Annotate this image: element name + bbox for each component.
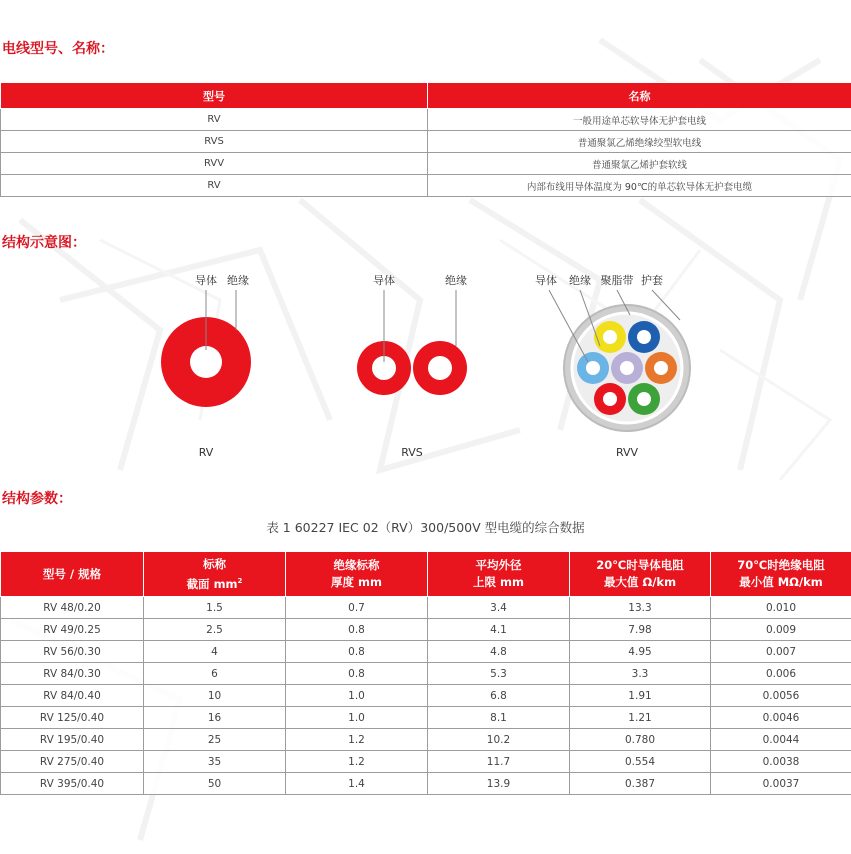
rvv-cable-diagram	[535, 273, 690, 459]
models-table	[0, 82, 851, 197]
cell-conductor-resistance: 7.98	[570, 619, 711, 641]
cell-model: RVS	[1, 131, 428, 153]
header-line2: 厚度 mm	[331, 575, 382, 589]
cell-model-spec: RV 84/0.40	[1, 685, 144, 707]
table-row	[1, 751, 851, 773]
cell-outer-diameter: 5.3	[428, 663, 570, 685]
cell-name: 普通聚氯乙烯绝缘绞型软电线	[428, 131, 851, 153]
rvv-label-tape: 聚脂带	[600, 274, 634, 287]
cell-outer-diameter: 3.4	[428, 597, 570, 619]
section-title-params: 结构参数：	[2, 491, 72, 507]
cell-insulation-resistance: 0.010	[711, 597, 851, 619]
rvv-core-conductor	[586, 361, 600, 375]
cell-outer-diameter: 10.2	[428, 729, 570, 751]
cell-model-spec: RV 195/0.40	[1, 729, 144, 751]
cell-model: RVV	[1, 153, 428, 175]
cell-insulation-thickness: 0.7	[286, 597, 428, 619]
cell-conductor-resistance: 13.3	[570, 597, 711, 619]
cell-cross-section: 10	[144, 685, 286, 707]
header-line1: 型号 / 规格	[42, 566, 102, 581]
cell-conductor-resistance: 1.91	[570, 685, 711, 707]
cell-insulation-resistance: 0.0037	[711, 773, 851, 795]
cell-model: RV	[1, 109, 428, 131]
rvv-core-conductor	[637, 330, 651, 344]
cell-insulation-resistance: 0.0056	[711, 685, 851, 707]
rvv-core-conductor	[620, 361, 634, 375]
cell-model-spec: RV 56/0.30	[1, 641, 144, 663]
table-row	[1, 131, 851, 153]
rvs-label-insulation: 绝缘	[445, 274, 467, 287]
cell-outer-diameter: 13.9	[428, 773, 570, 795]
cell-outer-diameter: 11.7	[428, 751, 570, 773]
rvv-core-conductor	[637, 392, 651, 406]
header-model-spec	[1, 552, 144, 597]
cell-cross-section: 50	[144, 773, 286, 795]
cell-name: 普通聚氯乙烯护套软线	[428, 153, 851, 175]
header-insulation-thickness	[286, 552, 428, 597]
header-cross-section	[144, 552, 286, 597]
table-row	[1, 619, 851, 641]
cell-model-spec: RV 84/0.30	[1, 663, 144, 685]
rv-conductor	[190, 346, 222, 378]
cell-cross-section: 25	[144, 729, 286, 751]
structure-diagram	[0, 262, 851, 467]
cell-conductor-resistance: 4.95	[570, 641, 711, 663]
cell-model-spec: RV 49/0.25	[1, 619, 144, 641]
rvs-cable-diagram	[357, 273, 467, 459]
rvv-core-conductor	[654, 361, 668, 375]
table-row	[1, 729, 851, 751]
table-header-row	[1, 83, 851, 109]
cell-cross-section: 35	[144, 751, 286, 773]
rvv-caption: RVV	[615, 446, 639, 459]
table-row	[1, 707, 851, 729]
cell-insulation-thickness: 1.4	[286, 773, 428, 795]
table-row	[1, 773, 851, 795]
cell-model: RV	[1, 175, 428, 197]
cell-name: 一般用途单芯软导体无护套电线	[428, 109, 851, 131]
cell-insulation-resistance: 0.0046	[711, 707, 851, 729]
cell-cross-section: 4	[144, 641, 286, 663]
cell-insulation-resistance: 0.007	[711, 641, 851, 663]
header-line1: 20℃时导体电阻	[596, 558, 684, 572]
cell-insulation-thickness: 1.0	[286, 685, 428, 707]
params-table	[0, 551, 851, 795]
cell-outer-diameter: 8.1	[428, 707, 570, 729]
table-row	[1, 663, 851, 685]
cell-model-spec: RV 395/0.40	[1, 773, 144, 795]
cell-conductor-resistance: 3.3	[570, 663, 711, 685]
table-row	[1, 175, 851, 197]
header-line1: 绝缘标称	[333, 558, 380, 572]
cell-conductor-resistance: 1.21	[570, 707, 711, 729]
table-row	[1, 685, 851, 707]
cell-insulation-resistance: 0.006	[711, 663, 851, 685]
table-row	[1, 153, 851, 175]
header-model: 型号	[1, 83, 428, 109]
cell-cross-section: 6	[144, 663, 286, 685]
table-row	[1, 641, 851, 663]
rvv-core-conductor	[603, 330, 617, 344]
header-conductor-resistance	[570, 552, 711, 597]
cell-cross-section: 16	[144, 707, 286, 729]
rvs-caption: RVS	[401, 446, 423, 459]
cell-insulation-thickness: 0.8	[286, 619, 428, 641]
rv-label-insulation: 绝缘	[227, 274, 249, 287]
rvv-label-conductor: 导体	[535, 274, 557, 287]
rv-cable-diagram	[161, 273, 251, 459]
rvv-label-insulation: 绝缘	[569, 274, 591, 287]
cell-insulation-resistance: 0.009	[711, 619, 851, 641]
header-line2: 最大值 Ω/km	[603, 575, 677, 589]
rvs-label-conductor: 导体	[373, 274, 395, 287]
cell-name: 内部布线用导体温度为 90℃的单芯软导体无护套电缆	[428, 175, 851, 197]
cell-cross-section: 1.5	[144, 597, 286, 619]
header-name: 名称	[428, 83, 851, 109]
cell-outer-diameter: 4.8	[428, 641, 570, 663]
header-insulation-resistance	[711, 552, 851, 597]
table-row	[1, 109, 851, 131]
cell-insulation-resistance: 0.0038	[711, 751, 851, 773]
cell-insulation-resistance: 0.0044	[711, 729, 851, 751]
cell-insulation-thickness: 0.8	[286, 641, 428, 663]
cell-outer-diameter: 6.8	[428, 685, 570, 707]
rv-caption: RV	[198, 446, 214, 459]
table-caption: 表 1 60227 IEC 02（RV）300/500V 型电缆的综合数据	[266, 520, 585, 535]
header-line2: 上限 mm	[473, 575, 524, 589]
cell-insulation-thickness: 1.2	[286, 751, 428, 773]
table-header-row	[1, 552, 851, 597]
cell-conductor-resistance: 0.387	[570, 773, 711, 795]
header-line2: 最小值 MΩ/km	[739, 575, 823, 589]
table-row	[1, 597, 851, 619]
cell-insulation-thickness: 1.0	[286, 707, 428, 729]
rvv-core-conductor	[603, 392, 617, 406]
header-sup: 2	[237, 576, 243, 585]
section-title-models: 电线型号、名称：	[2, 41, 114, 57]
header-line1: 70℃时绝缘电阻	[737, 558, 825, 572]
cell-model-spec: RV 125/0.40	[1, 707, 144, 729]
header-line1: 标称	[203, 556, 226, 571]
cell-insulation-thickness: 0.8	[286, 663, 428, 685]
header-outer-diameter	[428, 552, 570, 597]
cell-insulation-thickness: 1.2	[286, 729, 428, 751]
section-title-structure: 结构示意图：	[2, 235, 86, 251]
rvs-conductor-right	[428, 356, 452, 380]
cell-conductor-resistance: 0.554	[570, 751, 711, 773]
cell-model-spec: RV 275/0.40	[1, 751, 144, 773]
rvv-label-sheath: 护套	[641, 274, 663, 287]
rv-label-conductor: 导体	[195, 274, 217, 287]
cell-model-spec: RV 48/0.20	[1, 597, 144, 619]
cell-conductor-resistance: 0.780	[570, 729, 711, 751]
header-line1: 平均外径	[475, 558, 522, 572]
cell-cross-section: 2.5	[144, 619, 286, 641]
cell-outer-diameter: 4.1	[428, 619, 570, 641]
header-line2: 截面 mm	[186, 576, 238, 591]
